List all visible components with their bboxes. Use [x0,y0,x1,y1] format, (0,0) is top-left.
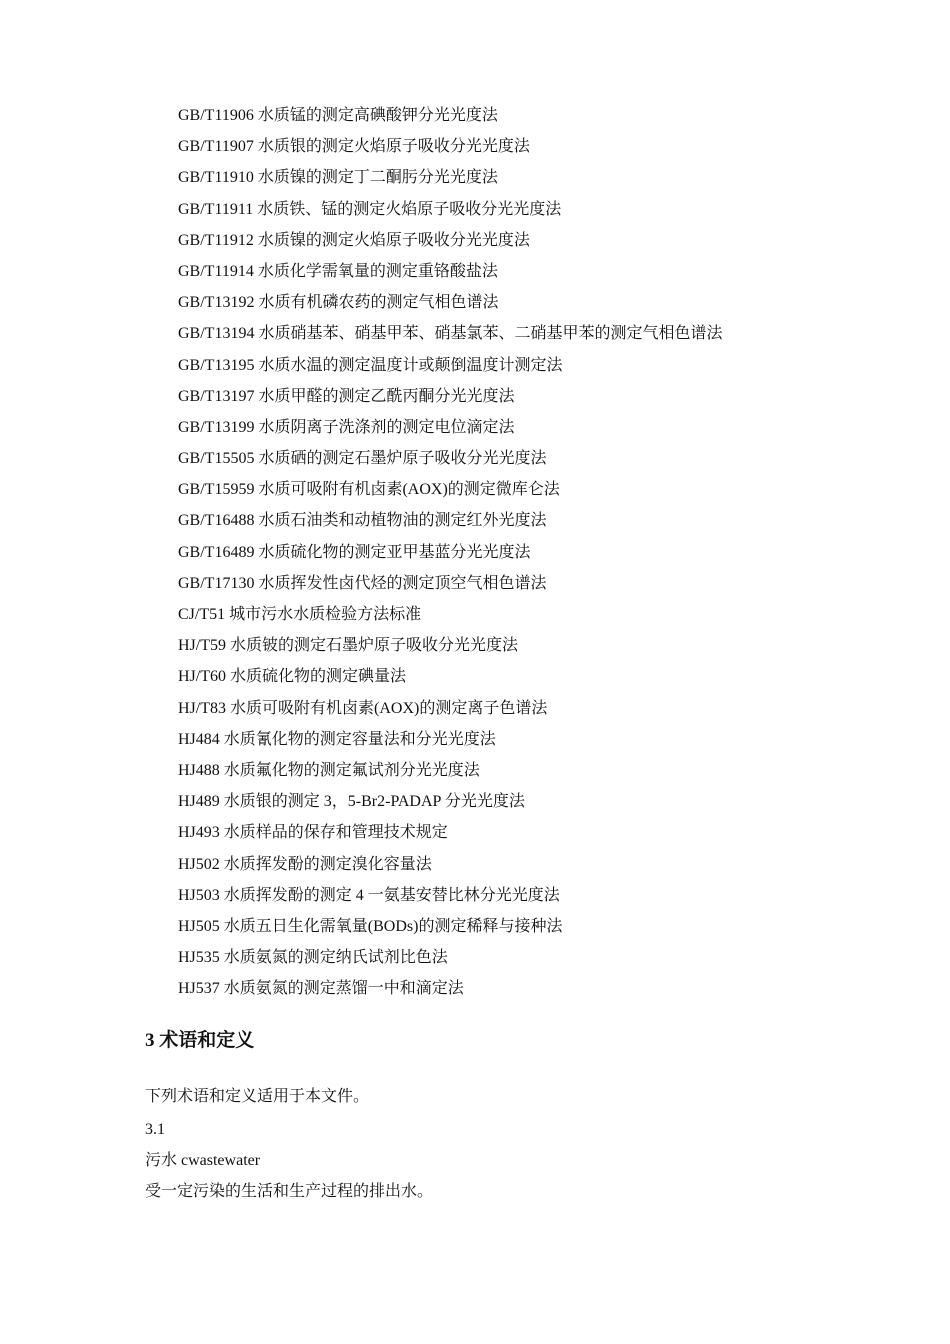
term-definition: 受一定污染的生活和生产过程的排出水。 [145,1183,434,1200]
reference-item: GB/T11911 水质铁、锰的测定火焰原子吸收分光光度法 [178,200,562,218]
reference-item: HJ535 水质氨氮的测定纳氏试剂比色法 [178,949,448,967]
reference-item: HJ505 水质五日生化需氧量(BODs)的测定稀释与接种法 [178,917,563,935]
term-name: 污水 cwastewater [145,1152,261,1169]
reference-item: GB/T13194 水质硝基苯、硝基甲苯、硝基氯苯、二硝基甲苯的测定气相色谱法 [178,325,723,343]
reference-item: GB/T13197 水质甲醛的测定乙酰丙酮分光光度法 [178,387,515,405]
reference-item: GB/T13195 水质水温的测定温度计或颠倒温度计测定法 [178,356,563,374]
reference-item: GB/T15505 水质硒的测定石墨炉原子吸收分光光度法 [178,450,547,468]
section-heading: 3 术语和定义 [145,1030,255,1051]
reference-item: GB/T13199 水质阴离子洗涤剂的测定电位滴定法 [178,418,515,436]
reference-item: HJ489 水质银的测定 3，5-Br2-PADAP 分光光度法 [178,793,525,811]
reference-item: HJ/T83 水质可吸附有机卤素(AOX)的测定离子色谱法 [178,699,548,717]
reference-item: GB/T11907 水质银的测定火焰原子吸收分光光度法 [178,138,530,156]
reference-item: CJ/T51 城市污水水质检验方法标准 [178,606,422,623]
reference-item: GB/T11910 水质镍的测定丁二酮肟分光光度法 [178,169,498,187]
reference-item: HJ502 水质挥发酚的测定溴化容量法 [178,855,432,873]
reference-item: GB/T16488 水质石油类和动植物油的测定红外光度法 [178,512,547,530]
reference-item: HJ537 水质氨氮的测定蒸馏一中和滴定法 [178,980,464,998]
reference-item: GB/T17130 水质挥发性卤代烃的测定顶空气相色谱法 [178,574,547,592]
reference-item: GB/T11906 水质锰的测定高碘酸钾分光光度法 [178,107,498,124]
normative-references-list [178,104,722,1008]
reference-item: HJ503 水质挥发酚的测定 4 一氨基安替比林分光光度法 [178,886,560,904]
reference-item: GB/T11914 水质化学需氧量的测定重铬酸盐法 [178,262,498,280]
reference-item: HJ/T60 水质硫化物的测定碘量法 [178,668,407,686]
reference-item: GB/T16489 水质硫化物的测定亚甲基蓝分光光度法 [178,543,531,561]
reference-item: HJ488 水质氟化物的测定氟试剂分光光度法 [178,761,480,779]
reference-item: HJ484 水质氰化物的测定容量法和分光光度法 [178,730,496,748]
reference-item: GB/T15959 水质可吸附有机卤素(AOX)的测定微库仑法 [178,481,560,499]
section-intro: 下列术语和定义适用于本文件。 [145,1088,370,1105]
reference-item: HJ/T59 水质铍的测定石墨炉原子吸收分光光度法 [178,637,519,655]
term-number: 3.1 [145,1121,165,1138]
reference-item: GB/T11912 水质镍的测定火焰原子吸收分光光度法 [178,231,530,249]
reference-item: GB/T13192 水质有机磷农药的测定气相色谱法 [178,294,499,312]
reference-item: HJ493 水质样品的保存和管理技术规定 [178,824,448,842]
